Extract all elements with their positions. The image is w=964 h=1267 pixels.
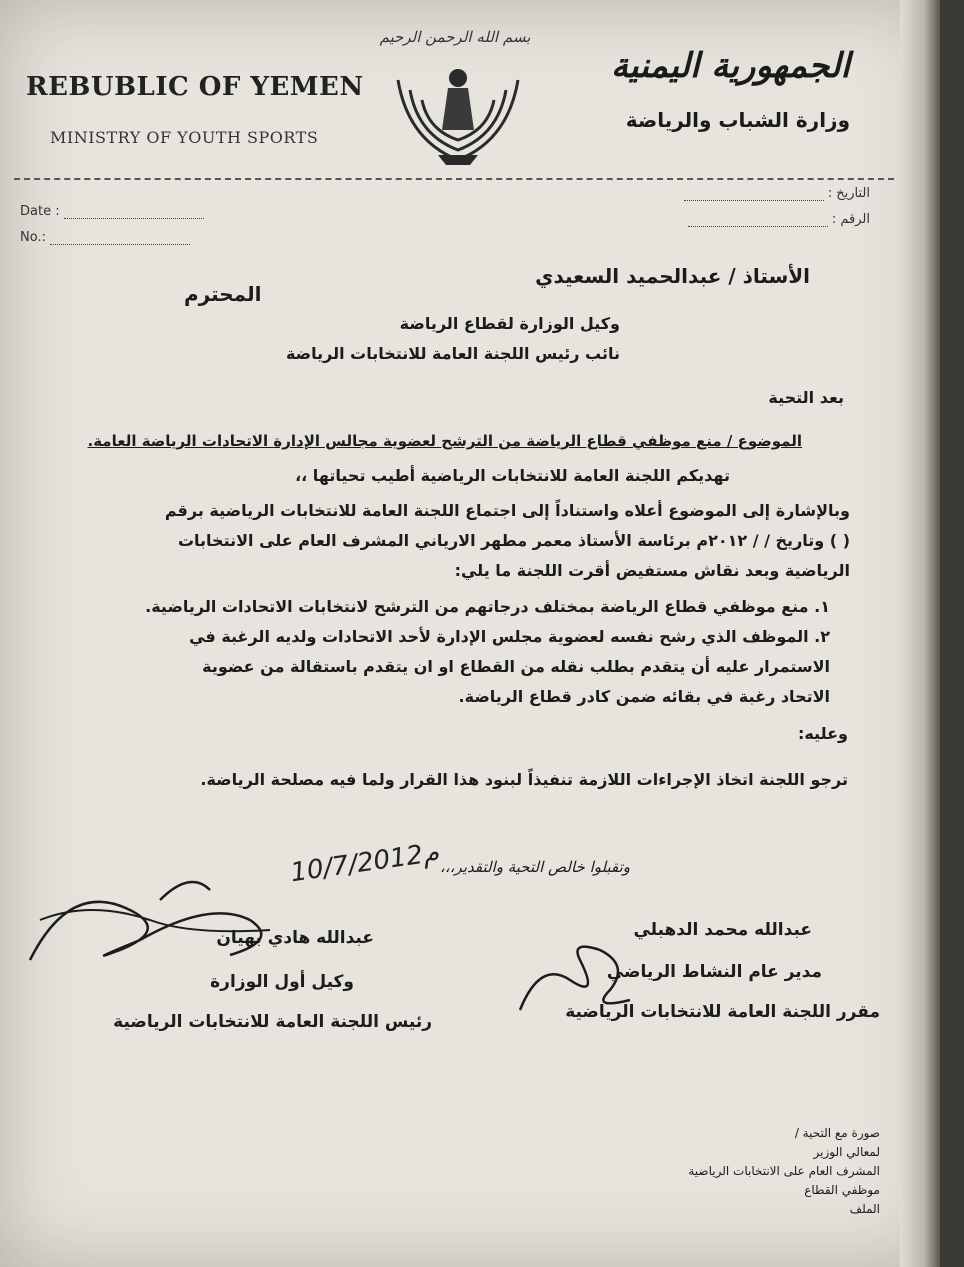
closing-line: وتقبلوا خالص التحية والتقدير،،، [440, 858, 630, 876]
list-item: موظفي القطاع [804, 1183, 880, 1197]
letterhead-country-ar: الجمهورية اليمنية [610, 46, 850, 86]
signatory-left-title: وكيل أول الوزارة [210, 972, 354, 992]
recipient-name: الأستاذ / عبدالحميد السعيدي [535, 264, 810, 288]
request-line: ترجو اللجنة اتخاذ الإجراءات اللازمة تنفيذاً لبنود هذا القرار ولما فيه مصلحة الرياضة. [200, 770, 848, 789]
greeting: بعد التحية [768, 388, 844, 407]
handwritten-date: 10/7/2012م [288, 837, 441, 889]
cc-block [688, 1124, 880, 1219]
header-divider [14, 178, 894, 180]
list-item: ١. منع موظفي قطاع الرياضة بمختلف درجاتهم من الترشح لانتخابات الاتحادات الرياضية. [145, 597, 830, 616]
signature-left-icon [10, 860, 310, 990]
intro-line: تهديكم اللجنة العامة للانتخابات الرياضية أطيب تحياتها ،، [295, 466, 730, 485]
signatory-left-role: رئيس اللجنة العامة للانتخابات الرياضية [113, 1012, 432, 1032]
cc-heading: صورة مع التحية / [794, 1126, 880, 1140]
date-field-en: Date : [20, 204, 208, 219]
number-field-en: No.: [20, 230, 194, 245]
list-item: ٢. الموظف الذي رشح نفسه لعضوية مجلس الإدارة لأحد الاتحادات ولديه الرغبة في الاستمرار عليه أن يتقدم بطلب نقله من القطاع او ان يتقدم باستقالة من عضوية الاتحاد رغبة في بقائه ضمن كادر قطاع الرياضة. [189, 627, 830, 706]
list-item: لمعالي الوزير [813, 1145, 880, 1159]
recipient-role: نائب رئيس اللجنة العامة للانتخابات الرياضة [285, 344, 620, 363]
therefore-label: وعليه: [797, 724, 848, 743]
letterhead-ministry-en: MINISTRY OF YOUTH SPORTS [50, 128, 319, 147]
signatory-right-title: مدير عام النشاط الرياضي [606, 962, 822, 982]
paragraph-1: وبالإشارة إلى الموضوع أعلاه واستناداً إلى اجتماع اللجنة العامة للانتخابات الرياضية برقم ( ) وتاريخ / / ٢٠١٢م برئاسة الأستاذ معمر مطهر الارياني المشرف العام على الانتخابات الرياضية وبعد نقاش مستفيض أقرت اللجنة ما يلي: [164, 501, 850, 580]
subject-line: الموضوع / منع موظفي قطاع الرياضة من الترشح لعضوية مجالس الإدارة الاتحادات الرياضة العامة. [87, 432, 802, 450]
recipient-title: وكيل الوزارة لقطاع الرياضة [399, 314, 620, 333]
signatory-left-name: عبدالله هادي بهيان [216, 928, 374, 948]
letterhead-ministry-ar: وزارة الشباب والرياضة [625, 108, 850, 132]
basmala: بسم الله الرحمن الرحيم [379, 28, 531, 46]
list-item: الملف [849, 1202, 880, 1216]
eagle-emblem-icon [378, 50, 538, 170]
signatory-right-name: عبدالله محمد الدهبلي [633, 920, 812, 940]
number-field-ar: الرقم : [684, 212, 870, 227]
list-item: المشرف العام على الانتخابات الرياضية [688, 1164, 880, 1178]
recipient-honorific: المحترم [184, 282, 262, 306]
letterhead-country-en: REBUBLIC OF YEMEN [26, 72, 364, 102]
signatory-right-role: مقرر اللجنة العامة للانتخابات الرياضية [565, 1002, 880, 1022]
page-edge [900, 0, 940, 1267]
date-field-ar: التاريخ : [680, 186, 870, 201]
